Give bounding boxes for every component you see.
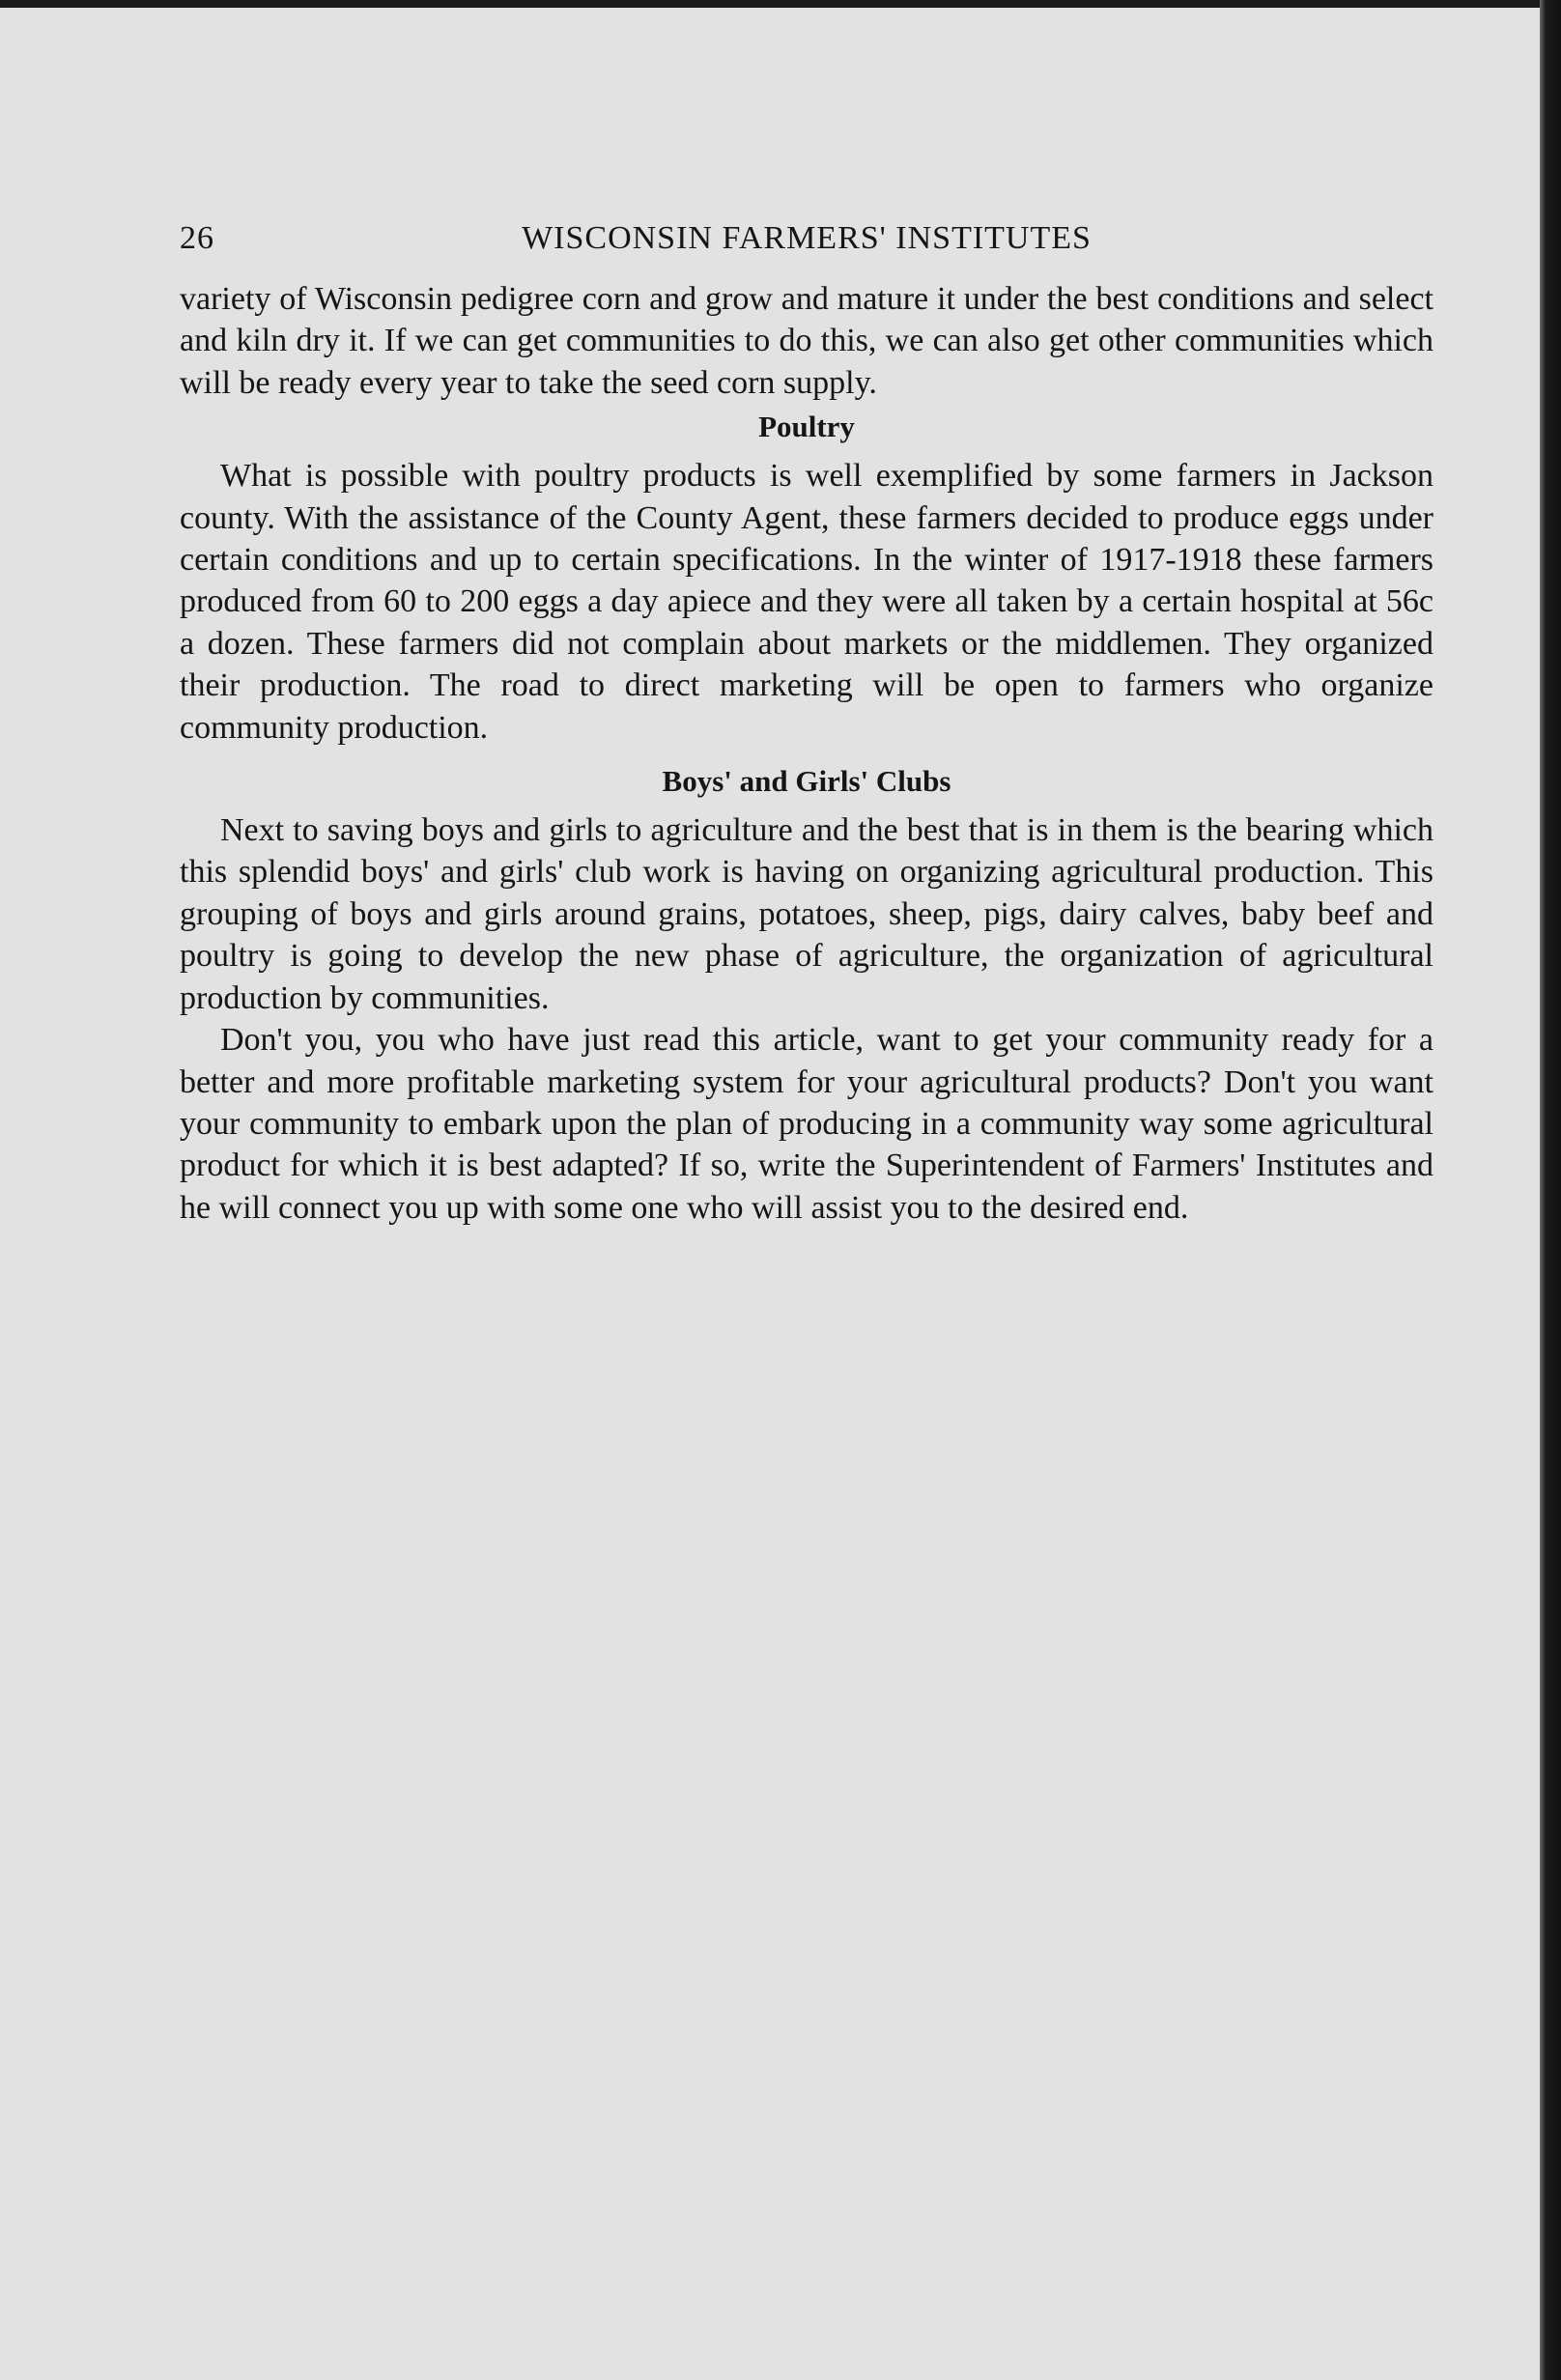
paragraph-clubs: Next to saving boys and girls to agriculture and the best that is in them is the bearing which this splendid boys' and girls' club work is having on organizing agricultural production. This grouping of boys and girls around grains, potatoes, sheep, pigs, dairy calves, baby beef and poultry is going to develop the new phase of agriculture, the organization of agricultural production by communities. (180, 812, 1433, 1016)
section-heading-poultry: Poultry (758, 410, 855, 444)
page-number: 26 (180, 220, 214, 256)
page-content (180, 220, 1433, 1229)
scan-top-edge (0, 0, 1561, 8)
paragraph-poultry: What is possible with poultry products is well exemplified by some farmers in Jackson county. With the assistance of the County Agent, these farmers decided to produce eggs under certain conditions and up to certain specifications. In the winter of 1917-1918 these farmers produced from 60 to 200 eggs a day apiece and they were all taken by a certain hospital at 56c a dozen. These farmers did not complain about markets or the middlemen. They organized their production. The road to direct marketing will be open to farmers who organize community production. (180, 458, 1433, 746)
book-page (0, 8, 1540, 2380)
paragraph-intro: variety of Wisconsin pedigree corn and grow and mature it under the best conditions and select and kiln dry it. If we can get communities to do this, we can also get other communities which will be ready every year to take the seed corn supply. (180, 281, 1433, 401)
scan-right-edge (1540, 0, 1561, 2380)
running-title: WISCONSIN FARMERS' INSTITUTES (522, 220, 1092, 256)
section-heading-clubs: Boys' and Girls' Clubs (662, 764, 951, 799)
paragraph-closing: Don't you, you who have just read this article, want to get your community ready for a better and more profitable marketing system for your agricultural products? Don't you want your community to embark upon the plan of producing in a community way some agricultural product for which it is best adapted? If so, write the Superintendent of Farmers' Institutes and he will connect you up with some one who will assist you to the desired end. (180, 1022, 1433, 1226)
running-head (180, 220, 1433, 278)
